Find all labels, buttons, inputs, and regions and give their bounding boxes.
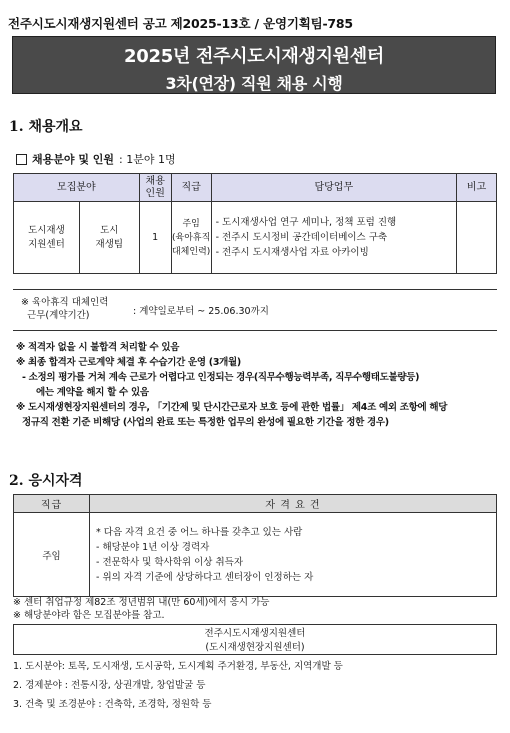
- cell-grade: 주임 (육아휴직 대체인력): [171, 202, 211, 274]
- qualification-table: [13, 494, 497, 597]
- notice-number: 전주시도시재생지원센터 공고 제2025-13호 / 운영기획팀-785: [8, 16, 353, 31]
- field-def-item: 1. 도시분야: 토목, 도시재생, 도시공학, 도시계획 주거환경, 부동산, 지역개발 등: [13, 661, 343, 672]
- header-grade: 직급: [14, 495, 90, 513]
- table-header-row: [14, 495, 497, 513]
- header-recruit-field: 모집분야: [14, 174, 140, 202]
- eligibility-notes: [13, 596, 497, 622]
- cell-duties: [211, 202, 456, 274]
- org-subname: (도시재생현장지원센터): [205, 642, 305, 653]
- banner-title-line1: 2025년 전주시도시재생지원센터: [124, 46, 384, 67]
- field-label: 채용분야 및 인원: [32, 153, 115, 166]
- header-remark: 비고: [457, 174, 497, 202]
- contract-label: ※ 육아휴직 대체인력 근무(계약기간): [21, 297, 109, 321]
- requirement-item: - 해당분야 1년 이상 경력자: [96, 541, 210, 553]
- note-line: ※ 센터 취업규정 제82조 정년범위 내(만 60세)에서 응시 가능: [13, 597, 270, 608]
- note-line: 정규직 전환 기준 비해당 (사업의 완료 또는 특정한 업무의 완성에 필요한 기간을 정한 경우): [16, 417, 389, 428]
- field-definitions: [13, 654, 497, 714]
- field-def-item: 2. 경제분야 : 전통시장, 상권개발, 창업발굴 등: [13, 680, 206, 691]
- note-line: 에는 계약을 해지 할 수 있음: [30, 387, 149, 398]
- banner-title-line2: 3차(연장) 직원 채용 시행: [165, 74, 343, 93]
- note-line: - 소정의 평가를 거쳐 계속 근로가 어렵다고 인정되는 경우(직무수행능력부족, 직무수행태도불량등): [22, 372, 420, 383]
- header-duties: 담당업무: [211, 174, 456, 202]
- notes-block: [16, 340, 500, 430]
- note-line: ※ 최종 합격자 근로계약 체결 후 수습기간 운영 (3개월): [16, 357, 241, 368]
- title-banner: [12, 36, 496, 94]
- cell-dept: 도시재생 지원센터: [14, 202, 80, 274]
- field-count-line: [16, 151, 176, 167]
- cell-team: 도시 재생팀: [79, 202, 139, 274]
- section-title-overview: 1. 채용개요: [9, 119, 83, 135]
- requirement-item: - 전문학사 및 학사학위 이상 취득자: [96, 556, 244, 568]
- table-row: [14, 202, 497, 274]
- cell-requirements: [90, 513, 497, 597]
- org-name: 전주시도시재생지원센터: [204, 628, 306, 639]
- organization-name-box: [13, 624, 497, 654]
- header-requirements: 자 격 요 건: [90, 495, 497, 513]
- field-value: : 1분야 1명: [119, 153, 176, 166]
- section-title-qualifications: 2. 응시자격: [9, 473, 83, 489]
- requirement-item: - 위의 자격 기준에 상당하다고 센터장이 인정하는 자: [96, 571, 314, 583]
- note-line: ※ 적격자 없을 시 불합격 처리할 수 있음: [16, 342, 180, 353]
- cell-count: 1: [139, 202, 171, 274]
- header-count: 채용 인원: [139, 174, 171, 202]
- note-line: ※ 해당분야라 함은 모집분야를 참고.: [13, 610, 165, 621]
- header-grade: 직급: [171, 174, 211, 202]
- duty-item: - 도시재생사업 연구 세미나, 정책 포럼 진행: [215, 217, 397, 228]
- field-def-item: 3. 건축 및 조경분야 : 건축학, 조경학, 정원학 등: [13, 699, 212, 710]
- note-line: ※ 도시재생현장지원센터의 경우, 「기간제 및 단시간근로자 보호 등에 관한 법률」 제4조 예외 조항에 해당: [16, 402, 448, 413]
- cell-grade: 주임: [14, 513, 90, 597]
- table-header-row: [14, 174, 497, 202]
- cell-remark: [457, 202, 497, 274]
- table-row: [14, 513, 497, 597]
- recruitment-table: [13, 173, 497, 274]
- contract-value: : 계약일로부터 ~ 25.06.30까지: [133, 306, 269, 317]
- contract-period-box: [13, 289, 497, 331]
- checkbox-icon: [16, 154, 27, 165]
- requirement-item: * 다음 자격 요건 중 어느 하나를 갖추고 있는 사람: [96, 526, 303, 538]
- duty-item: - 전주시 도시재생사업 자료 아카이빙: [215, 247, 369, 258]
- duty-item: - 전주시 도시정비 공간데이터베이스 구축: [215, 232, 388, 243]
